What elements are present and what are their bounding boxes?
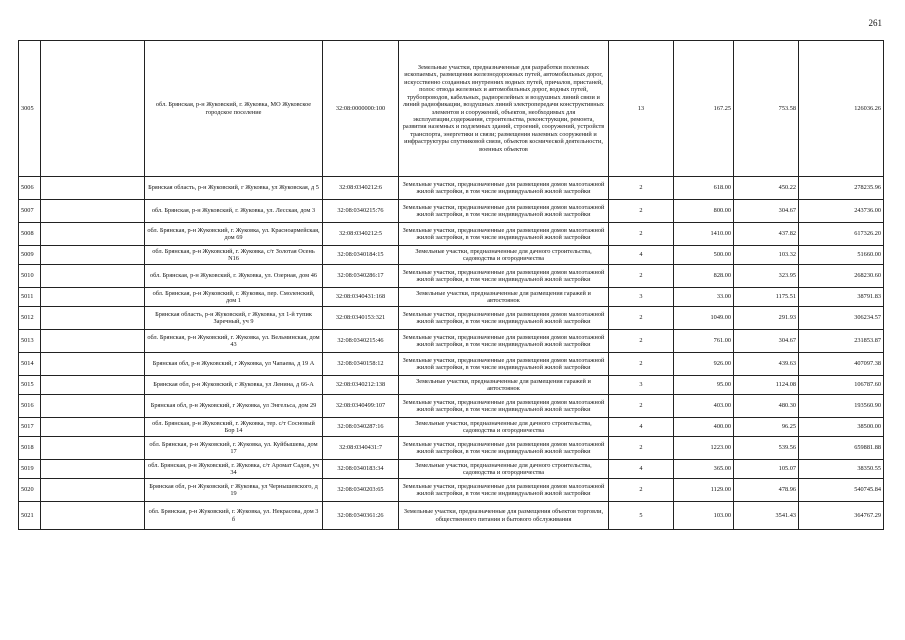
address-cell: обл. Брянская, р-н Жуковский, г. Жуковка, пер. Смоленский, дом 1 [145,288,323,307]
row-number: 5006 [19,177,41,200]
row-number: 3005 [19,41,41,177]
page-number: 261 [868,18,882,28]
specific-value-cell: 1175.51 [734,288,799,307]
group-cell: 2 [609,479,674,502]
group-cell: 2 [609,307,674,330]
cadastral-number-cell: 32:08:0340212:6 [323,177,399,200]
group-cell: 2 [609,395,674,418]
specific-value-cell: 291.93 [734,307,799,330]
row-number: 5013 [19,330,41,353]
land-use-cell: Земельные участки, предназначенные для размещения домов малоэтажной жилой застройки, в том числе индивидуальной жилой застройки [399,395,609,418]
table-row [19,479,884,502]
cadastral-number-cell: 32:08:0340499:107 [323,395,399,418]
cadastral-number-cell: 32:08:0000000:100 [323,41,399,177]
cadastral-value-cell: 38350.55 [799,460,884,479]
cadastral-value-cell: 268230.60 [799,265,884,288]
cadastral-number-cell: 32:08:0340212:138 [323,376,399,395]
address-cell: Брянская область, р-н Жуковский, г Жуковка, ул Жуковская, д 5 [145,177,323,200]
cadastral-value-cell: 51660.00 [799,246,884,265]
specific-value-cell: 480.30 [734,395,799,418]
specific-value-cell: 753.58 [734,41,799,177]
area-cell: 500.00 [674,246,734,265]
address-cell: обл. Брянская, р-н Жуковский, г. Жуковка, ул. Куйбышева, дом 17 [145,437,323,460]
cadastral-number-cell: 32:08:0340215:46 [323,330,399,353]
cadastral-number-cell: 32:08:0340153:321 [323,307,399,330]
address-cell: обл. Брянская, р-н Жуковский, г. Жуковка, ул. Лесская, дом 3 [145,200,323,223]
land-use-cell: Земельные участки, предназначенные для размещения домов малоэтажной жилой застройки, в том числе индивидуальной жилой застройки [399,200,609,223]
area-cell: 828.00 [674,265,734,288]
group-cell: 2 [609,437,674,460]
row-blank-cell [41,246,145,265]
area-cell: 167.25 [674,41,734,177]
row-blank-cell [41,41,145,177]
area-cell: 1129.00 [674,479,734,502]
cadastral-value-cell: 243736.00 [799,200,884,223]
area-cell: 365.00 [674,460,734,479]
area-cell: 618.00 [674,177,734,200]
group-cell: 3 [609,376,674,395]
specific-value-cell: 437.82 [734,223,799,246]
row-blank-cell [41,376,145,395]
address-cell: Брянская область, р-н Жуковский, г Жуковка, ул 1-й тупик Заречный, уч 9 [145,307,323,330]
group-cell: 2 [609,265,674,288]
row-blank-cell [41,460,145,479]
land-use-cell: Земельные участки, предназначенные для размещения гаражей и автостоянок [399,376,609,395]
cadastral-value-cell: 126036.26 [799,41,884,177]
cadastral-value-cell: 278235.96 [799,177,884,200]
cadastral-number-cell: 32:08:0340287:16 [323,418,399,437]
cadastral-number-cell: 32:08:0340431:168 [323,288,399,307]
area-cell: 1049.00 [674,307,734,330]
row-number: 5015 [19,376,41,395]
row-number: 5014 [19,353,41,376]
land-use-cell: Земельные участки, предназначенные для размещения домов малоэтажной жилой застройки, в том числе индивидуальной жилой застройки [399,437,609,460]
cadastral-value-cell: 38500.00 [799,418,884,437]
cadastral-number-cell: 32:08:0340212:5 [323,223,399,246]
cadastral-number-cell: 32:08:0340215:76 [323,200,399,223]
area-cell: 103.00 [674,502,734,530]
table-row [19,307,884,330]
land-use-cell: Земельные участки, предназначенные для размещения домов малоэтажной жилой застройки, в том числе индивидуальной жилой застройки [399,177,609,200]
group-cell: 4 [609,418,674,437]
address-cell: обл. Брянская, р-н Жуковский, г. Жуковка, ул. Вельминская, дом 43 [145,330,323,353]
table-row [19,177,884,200]
row-number: 5017 [19,418,41,437]
land-use-cell: Земельные участки, предназначенные для размещения домов малоэтажной жилой застройки, в том числе индивидуальной жилой застройки [399,479,609,502]
group-cell: 4 [609,246,674,265]
row-number: 5019 [19,460,41,479]
cadastral-number-cell: 32:08:0340431:7 [323,437,399,460]
row-number: 5012 [19,307,41,330]
table-row [19,502,884,530]
row-number: 5008 [19,223,41,246]
row-blank-cell [41,307,145,330]
specific-value-cell: 323.95 [734,265,799,288]
group-cell: 4 [609,460,674,479]
address-cell: обл. Брянская, р-н Жуковский, г. Жуковка, МО Жуковское городское поселение [145,41,323,177]
land-use-cell: Земельные участки, предназначенные для размещения домов малоэтажной жилой застройки, в том числе индивидуальной жилой застройки [399,265,609,288]
table-row [19,265,884,288]
row-blank-cell [41,395,145,418]
row-number: 5020 [19,479,41,502]
address-cell: Брянская обл, р-н Жуковский, г Жуковка, ул Ленина, д 66-А [145,376,323,395]
address-cell: Брянская обл, р-н Жуковский, г Жуковка, ул Чернышевского, д 19 [145,479,323,502]
area-cell: 926.00 [674,353,734,376]
table-row [19,353,884,376]
row-blank-cell [41,479,145,502]
specific-value-cell: 539.56 [734,437,799,460]
group-cell: 2 [609,330,674,353]
group-cell: 2 [609,223,674,246]
row-number: 5018 [19,437,41,460]
area-cell: 1410.00 [674,223,734,246]
area-cell: 1223.00 [674,437,734,460]
area-cell: 800.00 [674,200,734,223]
cadastral-value-cell: 106787.60 [799,376,884,395]
land-use-cell: Земельные участки, предназначенные для дачного строительства, садоводства и огородничества [399,246,609,265]
row-blank-cell [41,418,145,437]
row-number: 5016 [19,395,41,418]
group-cell: 2 [609,200,674,223]
row-number: 5009 [19,246,41,265]
land-use-cell: Земельные участки, предназначенные для размещения домов малоэтажной жилой застройки, в том числе индивидуальной жилой застройки [399,330,609,353]
area-cell: 95.00 [674,376,734,395]
table-row [19,330,884,353]
cadastral-number-cell: 32:08:0340203:65 [323,479,399,502]
row-blank-cell [41,330,145,353]
cadastral-number-cell: 32:08:0340361:26 [323,502,399,530]
table-row [19,223,884,246]
cadastral-value-cell: 193560.90 [799,395,884,418]
land-use-cell: Земельные участки, предназначенные для размещения домов малоэтажной жилой застройки, в том числе индивидуальной жилой застройки [399,223,609,246]
land-use-cell: Земельные участки, предназначенные для размещения гаражей и автостоянок [399,288,609,307]
land-use-cell: Земельные участки, предназначенные для разработки полезных ископаемых, размещения железнодорожных путей, автомобильных дорог, искусственно созданных внутренних водных путей, причалов, пристаней, полос отвода железных и автомобильных дорог, водных путей, трубопроводов, кабельных, радиорелейных и воздушных линий связи и линий радиофикации, воздушных линий электропередачи конструктивных элементов и сооружений, объектов, необходимых для эксплуатации,содержания, строительства, реконструкции, ремонта, развития наземных и подземных зданий, строений, сооружений, устройств транспорта, энергетики и связи; размещения наземных сооружений и инфраструктуры спутниковой связи, объектов космической деятельности, военных объектов [399,41,609,177]
row-number: 5021 [19,502,41,530]
table-row [19,41,884,177]
table-row [19,437,884,460]
cadastral-value-cell: 231853.87 [799,330,884,353]
group-cell: 2 [609,177,674,200]
specific-value-cell: 1124.08 [734,376,799,395]
table-row [19,376,884,395]
land-use-cell: Земельные участки, предназначенные для дачного строительства, садоводства и огородничества [399,418,609,437]
row-blank-cell [41,288,145,307]
cadastral-value-cell: 306234.57 [799,307,884,330]
cadastral-value-cell: 659881.88 [799,437,884,460]
specific-value-cell: 304.67 [734,330,799,353]
land-use-cell: Земельные участки, предназначенные для размещения объектов торговли, общественного питания и бытового обслуживания [399,502,609,530]
specific-value-cell: 103.32 [734,246,799,265]
cadastral-value-cell: 617326.20 [799,223,884,246]
table-row [19,418,884,437]
row-blank-cell [41,353,145,376]
address-cell: обл. Брянская, р-н Жуковский, г. Жуковка, ул. Красноармейская, дом 69 [145,223,323,246]
address-cell: Брянская обл, р-н Жуковский, г Жуковка, ул Чапаева, д 19 А [145,353,323,376]
land-use-cell: Земельные участки, предназначенные для дачного строительства, садоводства и огородничества [399,460,609,479]
address-cell: обл. Брянская, р-н Жуковский, г. Жуковка, тер. с/т Сосновый Бор 14 [145,418,323,437]
cadastral-number-cell: 32:08:0340286:17 [323,265,399,288]
area-cell: 403.00 [674,395,734,418]
cadastral-value-cell: 540745.84 [799,479,884,502]
table-row [19,395,884,418]
specific-value-cell: 439.63 [734,353,799,376]
group-cell: 3 [609,288,674,307]
land-use-cell: Земельные участки, предназначенные для размещения домов малоэтажной жилой застройки, в том числе индивидуальной жилой застройки [399,353,609,376]
row-blank-cell [41,200,145,223]
row-blank-cell [41,502,145,530]
row-number: 5010 [19,265,41,288]
specific-value-cell: 450.22 [734,177,799,200]
group-cell: 13 [609,41,674,177]
area-cell: 761.00 [674,330,734,353]
area-cell: 33.00 [674,288,734,307]
specific-value-cell: 96.25 [734,418,799,437]
row-number: 5011 [19,288,41,307]
address-cell: обл. Брянская, р-н Жуковский, г. Жуковка, с/т Золотая Осень N16 [145,246,323,265]
cadastral-value-table [18,40,884,530]
address-cell: обл. Брянская, р-н Жуковский, г. Жуковка, с/т Аромат Садов, уч 34 [145,460,323,479]
address-cell: Брянская обл, р-н Жуковский, г Жуковка, ул Энгельса, дом 29 [145,395,323,418]
cadastral-value-cell: 407097.38 [799,353,884,376]
cadastral-number-cell: 32:08:0340158:12 [323,353,399,376]
specific-value-cell: 105.07 [734,460,799,479]
specific-value-cell: 478.96 [734,479,799,502]
specific-value-cell: 304.67 [734,200,799,223]
cadastral-number-cell: 32:08:0340184:15 [323,246,399,265]
address-cell: обл. Брянская, р-н Жуковский, г. Жуковка, ул. Озерная, дом 46 [145,265,323,288]
table-row [19,288,884,307]
row-blank-cell [41,177,145,200]
specific-value-cell: 3541.43 [734,502,799,530]
group-cell: 2 [609,353,674,376]
row-number: 5007 [19,200,41,223]
land-use-cell: Земельные участки, предназначенные для размещения домов малоэтажной жилой застройки, в том числе индивидуальной жилой застройки [399,307,609,330]
address-cell: обл. Брянская, р-н Жуковский, г. Жуковка, ул. Некрасова, дом 3 б [145,502,323,530]
table-row [19,246,884,265]
group-cell: 5 [609,502,674,530]
table-row [19,200,884,223]
row-blank-cell [41,437,145,460]
table-row [19,460,884,479]
area-cell: 400.00 [674,418,734,437]
cadastral-number-cell: 32:08:0340183:34 [323,460,399,479]
row-blank-cell [41,265,145,288]
cadastral-value-cell: 364767.29 [799,502,884,530]
cadastral-value-cell: 38791.83 [799,288,884,307]
row-blank-cell [41,223,145,246]
